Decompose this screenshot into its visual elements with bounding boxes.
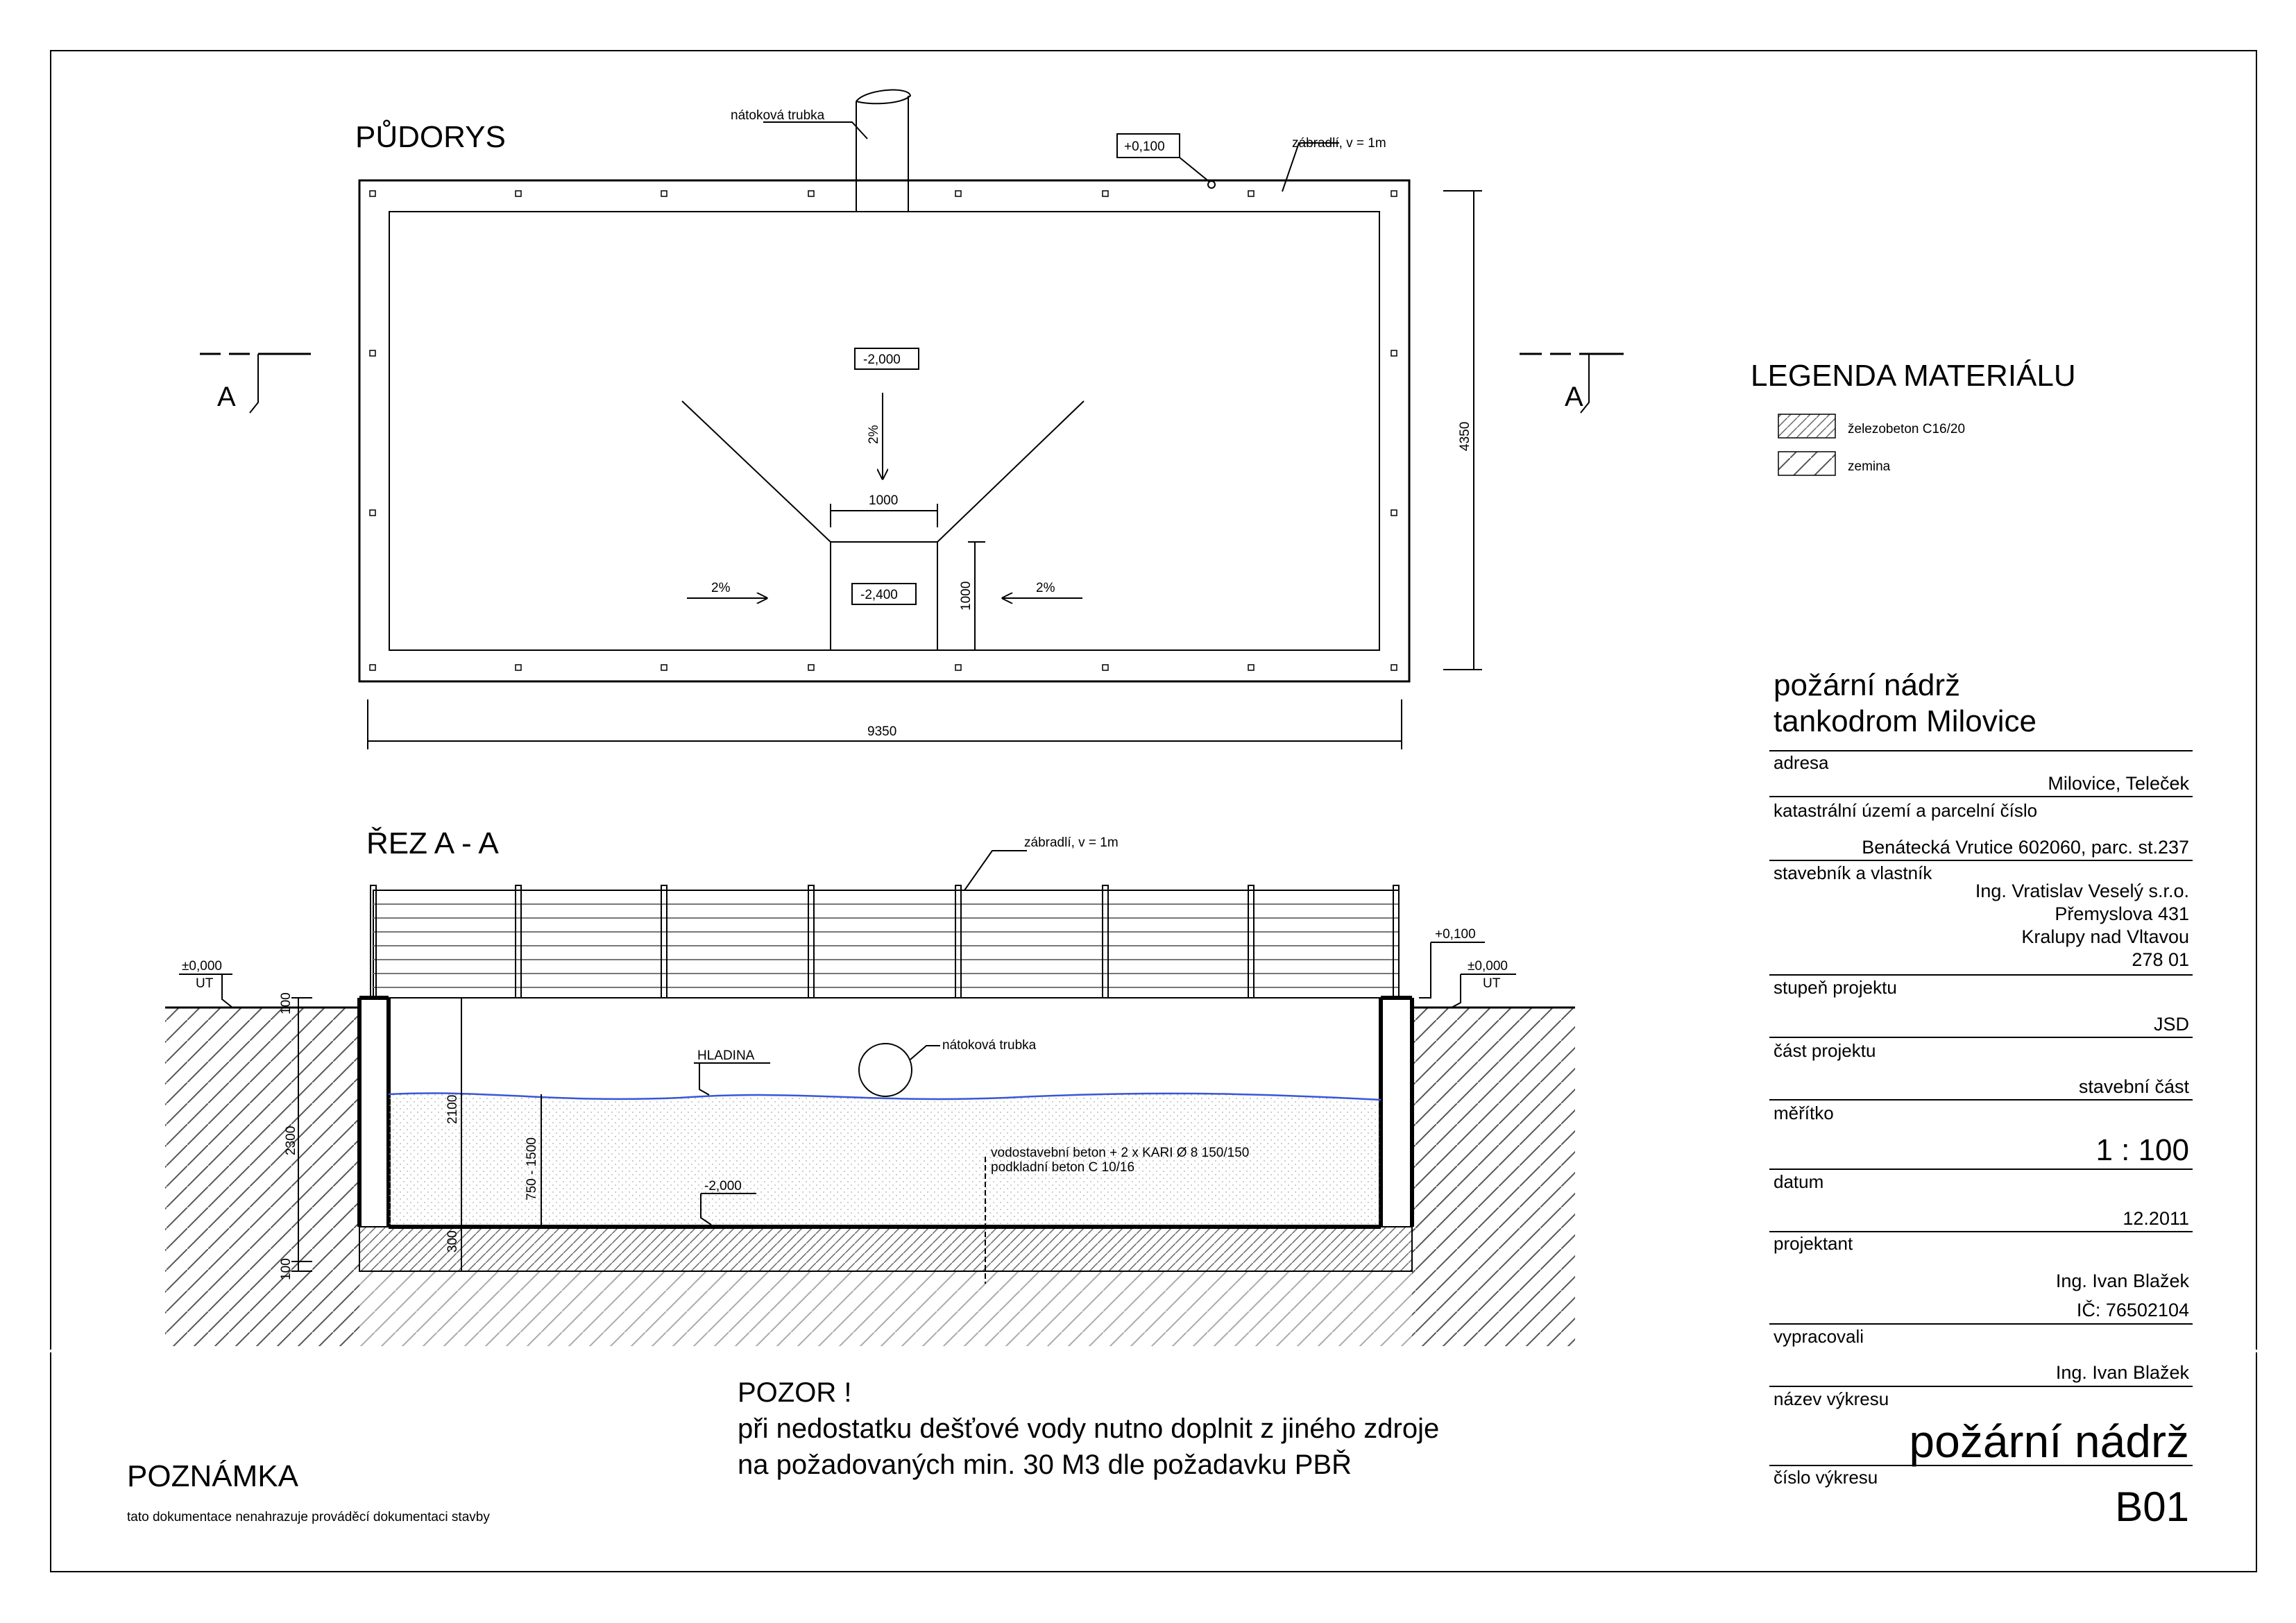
- tb-address-label: adresa: [1774, 752, 1829, 773]
- note-block: [127, 1459, 490, 1524]
- section-level-zero-right: ±0,000: [1468, 959, 1508, 974]
- tb-owner-4: 278 01: [2132, 949, 2189, 970]
- plan-level-sump: -2,400: [860, 588, 898, 602]
- tb-cadastre: Benátecká Vrutice 602060, parc. st.237: [1862, 837, 2189, 858]
- svg-text:A: A: [1565, 382, 1583, 412]
- plan-dim-width: 4350: [1458, 421, 1472, 451]
- plan-level-bottom: -2,000: [863, 352, 901, 367]
- legend-item-soil: zemina: [1848, 459, 1891, 474]
- section-concrete-note-1: vodostavební beton + 2 x KARI Ø 8 150/150: [991, 1146, 1250, 1160]
- tb-owner-2: Přemyslova 431: [2055, 903, 2189, 924]
- title-block: [1769, 668, 2193, 1530]
- tb-drawing-no: B01: [2115, 1484, 2189, 1530]
- plan-dim-sump-width: 1000: [869, 493, 899, 508]
- plan-railing-label: zábradlí, v = 1m: [1292, 136, 1386, 151]
- plan-pipe-label: nátoková trubka: [731, 108, 825, 123]
- section-dim-inner: 2100: [445, 1094, 460, 1124]
- legend-swatch-concrete: [1778, 414, 1835, 438]
- section-level-bottom: -2,000: [704, 1179, 742, 1193]
- tb-prepared: Ing. Ivan Blažek: [2055, 1362, 2189, 1383]
- section-railing-label: zábradlí, v = 1m: [1024, 835, 1119, 850]
- tb-address: Milovice, Teleček: [2048, 773, 2189, 794]
- legend-title: LEGENDA MATERIÁLU: [1751, 359, 2076, 393]
- plan-slope-left: 2%: [711, 581, 731, 595]
- plan-view: [200, 90, 1624, 749]
- section-water-label: HLADINA: [697, 1048, 755, 1063]
- note-text: tato dokumentace nenahrazuje prováděcí dokumentaci stavby: [127, 1510, 490, 1524]
- section-title: ŘEZ A - A: [366, 826, 499, 860]
- section-inflow-pipe: [859, 1044, 912, 1096]
- plan-inner-wall: [389, 212, 1379, 650]
- section-mark-left: [200, 354, 311, 413]
- plan-title: PŮDORYS: [355, 120, 506, 154]
- tb-stage: JSD: [2153, 1014, 2189, 1035]
- base-slab: [359, 1227, 1412, 1271]
- tb-designer: Ing. Ivan Blažek: [2055, 1271, 2189, 1291]
- section-level-zero-left: ±0,000: [182, 959, 222, 974]
- plan-slope-right: 2%: [1036, 581, 1055, 595]
- tb-cadastre-label: katastrální území a parcelní číslo: [1774, 800, 2038, 821]
- tb-drawing-no-label: číslo výkresu: [1774, 1467, 1878, 1488]
- material-legend: [1751, 359, 2076, 475]
- tb-drawing-name: požární nádrž: [1909, 1416, 2189, 1467]
- tb-part: stavební část: [2078, 1076, 2189, 1097]
- plan-dim-length: 9350: [867, 724, 897, 739]
- section-level-ut-left: UT: [196, 976, 214, 991]
- tb-project-line-2: tankodrom Milovice: [1774, 704, 2037, 738]
- tb-project-line-1: požární nádrž: [1774, 668, 1961, 702]
- tb-designer-label: projektant: [1774, 1233, 1853, 1254]
- tb-owner-1: Ing. Vratislav Veselý s.r.o.: [1975, 881, 2189, 901]
- tb-designer-id: IČ: 76502104: [2076, 1300, 2189, 1320]
- section-view: [0, 826, 2296, 1352]
- section-dim-water: 750 - 1500: [525, 1137, 539, 1200]
- section-level-top-right: +0,100: [1435, 927, 1476, 942]
- section-level-ut-right: UT: [1483, 976, 1501, 991]
- section-dim-slab: 300: [445, 1230, 460, 1252]
- warning-block: [738, 1377, 1439, 1480]
- svg-text:A: A: [217, 382, 236, 412]
- legend-item-concrete: železobeton C16/20: [1848, 422, 1966, 436]
- section-dim-bottom: 100: [279, 1258, 294, 1280]
- section-railing: [371, 885, 1399, 998]
- tb-stage-label: stupeň projektu: [1774, 977, 1897, 998]
- warning-line-1: při nedostatku dešťové vody nutno doplnit z jiného zdroje: [738, 1413, 1440, 1444]
- tb-scale-label: měřítko: [1774, 1103, 1834, 1123]
- section-mark-right: [1520, 354, 1624, 413]
- tb-scale: 1 : 100: [2095, 1133, 2189, 1167]
- section-dim-total: 2300: [284, 1125, 298, 1155]
- note-title: POZNÁMKA: [127, 1459, 298, 1493]
- section-pipe-label: nátoková trubka: [942, 1038, 1037, 1053]
- tb-owner-label: stavebník a vlastník: [1774, 863, 1932, 883]
- tb-date-label: datum: [1774, 1171, 1824, 1192]
- tb-drawing-name-label: název výkresu: [1774, 1388, 1889, 1409]
- plan-dim-sump-depth: 1000: [959, 581, 973, 611]
- tb-date: 12.2011: [2123, 1208, 2189, 1229]
- section-concrete-note-2: podkladní beton C 10/16: [991, 1160, 1135, 1175]
- tb-prepared-label: vypracovali: [1774, 1326, 1864, 1347]
- tb-part-label: část projektu: [1774, 1040, 1876, 1061]
- plan-outer-wall: [359, 180, 1409, 681]
- plan-level-top: +0,100: [1124, 139, 1165, 154]
- warning-title: POZOR !: [738, 1377, 852, 1408]
- plan-slope-top: 2%: [867, 425, 881, 444]
- warning-line-2: na požadovaných min. 30 M3 dle požadavku PBŘ: [738, 1450, 1352, 1480]
- section-dim-top: 100: [279, 992, 294, 1014]
- tb-owner-3: Kralupy nad Vltavou: [2021, 926, 2189, 947]
- legend-swatch-soil: [1778, 452, 1835, 475]
